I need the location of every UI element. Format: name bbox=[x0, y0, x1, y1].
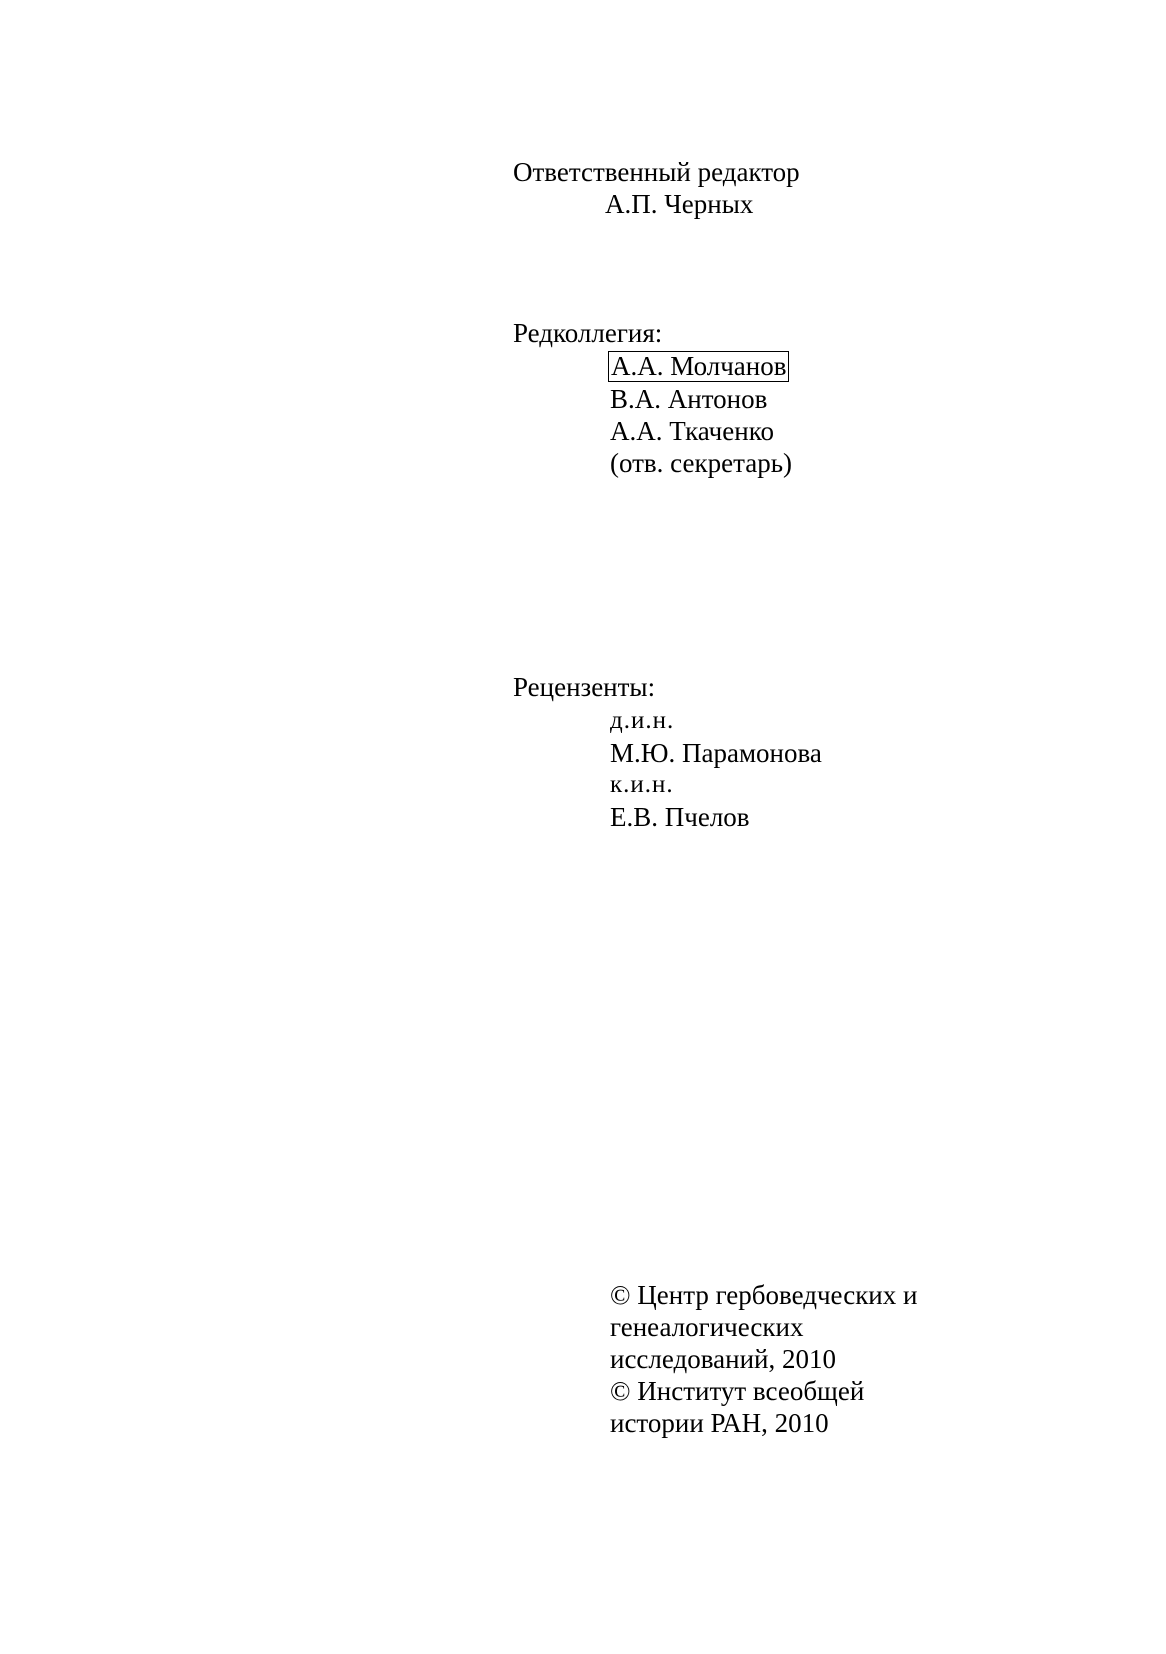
board-heading: Редколлегия: bbox=[513, 318, 663, 348]
editor-heading: Ответственный редактор bbox=[513, 157, 800, 187]
board-member: В.А. Антонов bbox=[610, 384, 768, 414]
copyright-line: исследований, 2010 bbox=[610, 1344, 836, 1374]
reviewer-degree: к.и.н. bbox=[610, 771, 674, 798]
copyright-line: генеалогических bbox=[610, 1312, 804, 1342]
copyright-line: © Институт всеобщей bbox=[610, 1376, 865, 1406]
editor-name: А.П. Черных bbox=[605, 189, 754, 219]
board-member-note: (отв. секретарь) bbox=[610, 448, 792, 478]
copyright-line: истории РАН, 2010 bbox=[610, 1408, 829, 1438]
board-member: А.А. Ткаченко bbox=[610, 416, 774, 446]
reviewer-name: М.Ю. Парамонова bbox=[610, 738, 822, 768]
reviewers-heading: Рецензенты: bbox=[513, 672, 656, 702]
copyright-line: © Центр гербоведческих и bbox=[610, 1280, 918, 1310]
board-member-highlighted: А.А. Молчанов bbox=[608, 351, 789, 382]
reviewer-degree: д.и.н. bbox=[610, 707, 675, 734]
reviewer-name: Е.В. Пчелов bbox=[610, 802, 750, 832]
